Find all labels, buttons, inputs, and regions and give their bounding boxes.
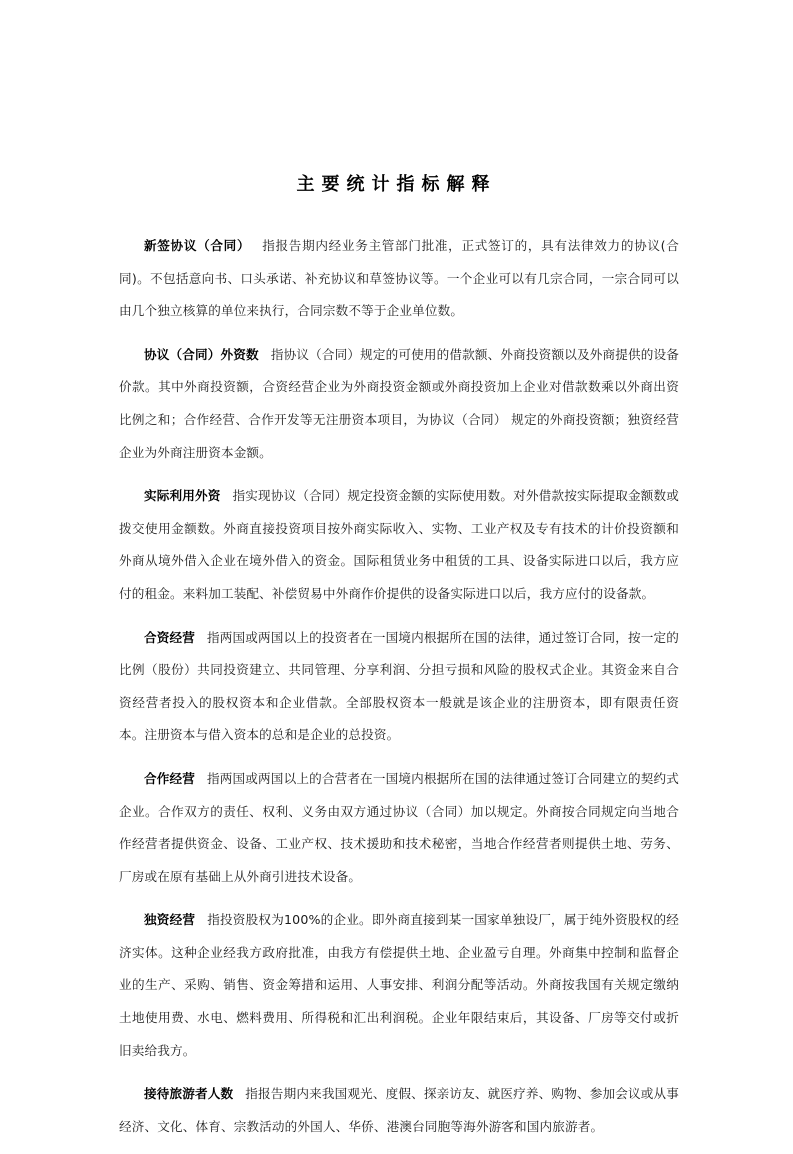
definition-term: 合作经营	[144, 770, 196, 786]
definition-paragraph	[119, 339, 679, 469]
definition-term: 独资经营	[144, 912, 196, 928]
definitions-list	[119, 230, 679, 1154]
definition-paragraph	[119, 622, 679, 752]
definition-text: 指投资股权为100%的企业。即外商直接到某一国家单独设厂，属于纯外资股权的经济实体。这种企业经我方政府批准，由我方有偿提供土地、企业盈亏自理。外商集中控制和监督企业的生产、采购、销售、资金筹措和运用、人事安排、利润分配等活动。外商按我国有关规定缴纳土地使用费、水电、燃料费用、所得税和汇出利润税。企业年限结束后，其设备、厂房等交付或折旧卖给我方。	[119, 912, 679, 1058]
definition-term: 协议（合同）外资数	[144, 346, 259, 362]
definition-paragraph	[119, 904, 679, 1067]
definition-paragraph	[119, 230, 679, 328]
definition-term: 新签协议（合同）	[144, 238, 251, 253]
definition-paragraph	[119, 1078, 679, 1143]
definition-term: 接待旅游者人数	[144, 1086, 234, 1102]
definition-text: 指协议（合同）规定的可使用的借款额、外商投资额以及外商提供的设备价款。其中外商投资额，合资经营企业为外商投资金额或外商投资加上企业对借款数乘以外商出资比例之和；合作经营、合作开发等无注册资本项目，为协议（合同） 规定的外商投资额；独资经营企业为外商注册资本金额。	[119, 346, 679, 460]
definition-text: 指两国或两国以上的合营者在一国境内根据所在国的法律通过签订合同建立的契约式企业。合作双方的责任、权利、义务由双方通过协议（合同）加以规定。外商按合同规定向当地合作经营者提供资金、设备、工业产权、技术援助和技术秘密，当地合作经营者则提供土地、劳务、厂房或在原有基础上从外商引进技术设备。	[119, 770, 679, 884]
definition-paragraph	[119, 480, 679, 610]
definition-term: 合资经营	[144, 629, 196, 645]
definition-text: 指报告期内来我国观光、度假、探亲访友、就医疗养、购物、参加会议或从事经济、文化、体育、宗教活动的外国人、华侨、港澳台同胞等海外游客和国内旅游者。	[119, 1086, 679, 1134]
definition-term: 实际利用外资	[144, 488, 221, 504]
page-title: 主要统计指标解释	[296, 174, 497, 195]
definition-paragraph	[119, 763, 679, 893]
definition-text: 指实现协议（合同）规定投资金额的实际使用数。对外借款按实际提取金额数或拨交使用金额数。外商直接投资项目按外商实际收入、实物、工业产权及专有技术的计价投资额和外商从境外借入企业在境外借入的资金。国际租赁业务中租赁的工具、设备实际进口以后，我方应付的租金。来料加工装配、补偿贸易中外商作价提供的设备实际进口以后，我方应付的设备款。	[119, 488, 680, 601]
definition-text: 指两国或两国以上的投资者在一国境内根据所在国的法律，通过签订合同，按一定的比例（股份）共同投资建立、共同管理、分享利润、分担亏损和风险的股权式企业。其资金来自合资经营者投入的股权资本和企业借款。全部股权资本一般就是该企业的注册资本，即有限责任资本。注册资本与借入资本的总和是企业的总投资。	[119, 629, 679, 743]
definition-text: 指报告期内经业务主管部门批准，正式签订的，具有法律效力的协议(合同)。不包括意向书、口头承诺、补充协议和草签协议等。一个企业可以有几宗合同，一宗合同可以由几个独立核算的单位来执行，合同宗数不等于企业单位数。	[119, 238, 679, 319]
